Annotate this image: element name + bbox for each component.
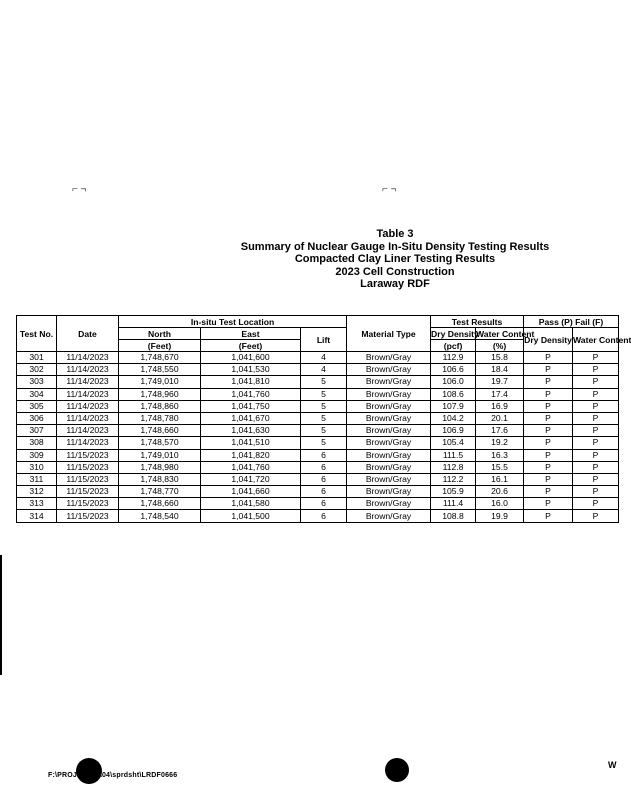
cell-east: 1,041,510: [201, 437, 301, 449]
cell-material: Brown/Gray: [347, 437, 431, 449]
cell-material: Brown/Gray: [347, 486, 431, 498]
cell-test-no: 304: [17, 388, 57, 400]
cell-lift: 6: [301, 498, 347, 510]
cell-material: Brown/Gray: [347, 449, 431, 461]
cell-north: 1,748,960: [119, 388, 201, 400]
header-pf-dry-density: Dry Density: [524, 328, 573, 352]
table-row: [17, 352, 619, 364]
binder-hole: [76, 758, 102, 784]
cell-test-no: 310: [17, 461, 57, 473]
cell-pf-dry: P: [524, 412, 573, 424]
cell-material: Brown/Gray: [347, 473, 431, 485]
cell-dry-density: 107.9: [431, 400, 476, 412]
cell-material: Brown/Gray: [347, 498, 431, 510]
cell-north: 1,749,010: [119, 449, 201, 461]
cell-lift: 6: [301, 449, 347, 461]
cell-date: 11/15/2023: [57, 510, 119, 522]
cell-dry-density: 112.2: [431, 473, 476, 485]
cell-pf-water: P: [573, 352, 619, 364]
header-dry-density: Dry Density: [431, 328, 479, 339]
cell-north: 1,748,780: [119, 412, 201, 424]
cell-water-content: 19.2: [476, 437, 524, 449]
cell-dry-density: 111.5: [431, 449, 476, 461]
cell-test-no: 305: [17, 400, 57, 412]
cell-pf-dry: P: [524, 388, 573, 400]
cell-dry-density: 105.4: [431, 437, 476, 449]
cell-lift: 5: [301, 388, 347, 400]
table-row: [17, 412, 619, 424]
cell-east: 1,041,580: [201, 498, 301, 510]
table-row: [17, 437, 619, 449]
header-lift: Lift: [301, 328, 347, 352]
cell-dry-density: 111.4: [431, 498, 476, 510]
cell-pf-dry: P: [524, 461, 573, 473]
table-row: [17, 449, 619, 461]
cell-north: 1,748,550: [119, 364, 201, 376]
table-title-block: [200, 228, 590, 291]
table-header: [17, 316, 631, 352]
cell-dry-density: 112.8: [431, 461, 476, 473]
cell-test-no: 302: [17, 364, 57, 376]
cell-material: Brown/Gray: [347, 412, 431, 424]
table-title: Summary of Nuclear Gauge In-Situ Density Testing Results: [240, 240, 550, 253]
cell-east: 1,041,760: [201, 461, 301, 473]
cell-pf-water: P: [573, 461, 619, 473]
header-location-group: In-situ Test Location: [119, 316, 347, 328]
cell-water-content: 16.0: [476, 498, 524, 510]
cell-east: 1,041,630: [201, 425, 301, 437]
table-site: Laraway RDF: [360, 278, 430, 290]
cell-pf-dry: P: [524, 364, 573, 376]
cell-pf-water: P: [573, 425, 619, 437]
cell-water-content: 18.4: [476, 364, 524, 376]
cell-test-no: 306: [17, 412, 57, 424]
cell-dry-density: 106.6: [431, 364, 476, 376]
scan-edge-line: [0, 555, 2, 675]
cell-date: 11/14/2023: [57, 425, 119, 437]
cell-east: 1,041,810: [201, 376, 301, 388]
scan-artifact-mark: ⌐ ¬: [382, 184, 397, 195]
cell-north: 1,748,670: [119, 352, 201, 364]
cell-east: 1,041,760: [201, 388, 301, 400]
cell-material: Brown/Gray: [347, 376, 431, 388]
cell-east: 1,041,670: [201, 412, 301, 424]
footer-file-path: F:\PROJ\ \0006\04\sprdsht\LRDF0666: [48, 772, 178, 779]
cell-north: 1,748,540: [119, 510, 201, 522]
cell-water-content: 16.1: [476, 473, 524, 485]
cell-water-content: 20.6: [476, 486, 524, 498]
cell-material: Brown/Gray: [347, 400, 431, 412]
cell-pf-dry: P: [524, 437, 573, 449]
cell-pf-dry: P: [524, 449, 573, 461]
cell-pf-water: P: [573, 486, 619, 498]
cell-pf-water: P: [573, 400, 619, 412]
cell-east: 1,041,660: [201, 486, 301, 498]
header-dry-density-unit: (pcf): [431, 340, 476, 352]
cell-pf-water: P: [573, 376, 619, 388]
cell-lift: 5: [301, 437, 347, 449]
table-row: [17, 498, 619, 510]
header-pass-fail-group: Pass (P) Fail (F): [524, 316, 619, 328]
table-row: [17, 388, 619, 400]
cell-north: 1,748,980: [119, 461, 201, 473]
cell-pf-water: P: [573, 498, 619, 510]
cell-water-content: 16.3: [476, 449, 524, 461]
cell-material: Brown/Gray: [347, 364, 431, 376]
header-test-no: Test No.: [17, 316, 57, 352]
cell-dry-density: 108.6: [431, 388, 476, 400]
cell-pf-water: P: [573, 437, 619, 449]
cell-water-content: 19.7: [476, 376, 524, 388]
footer-corner-mark: W: [608, 760, 617, 770]
cell-north: 1,749,010: [119, 376, 201, 388]
cell-date: 11/15/2023: [57, 461, 119, 473]
header-date: Date: [57, 316, 119, 352]
cell-pf-dry: P: [524, 352, 573, 364]
table-row: [17, 364, 619, 376]
table-row: [17, 400, 619, 412]
cell-test-no: 303: [17, 376, 57, 388]
cell-lift: 6: [301, 473, 347, 485]
header-material-type: Material Type: [347, 316, 431, 352]
scan-artifact-mark: ⌐ ¬: [72, 184, 87, 195]
cell-east: 1,041,820: [201, 449, 301, 461]
table-row: [17, 425, 619, 437]
cell-material: Brown/Gray: [347, 352, 431, 364]
table-project: 2023 Cell Construction: [335, 265, 455, 278]
cell-date: 11/14/2023: [57, 364, 119, 376]
table-row: [17, 473, 619, 485]
cell-date: 11/15/2023: [57, 486, 119, 498]
cell-dry-density: 105.9: [431, 486, 476, 498]
cell-date: 11/15/2023: [57, 498, 119, 510]
table-row: [17, 461, 619, 473]
cell-north: 1,748,830: [119, 473, 201, 485]
cell-pf-dry: P: [524, 473, 573, 485]
cell-material: Brown/Gray: [347, 510, 431, 522]
header-test-results-group: Test Results: [431, 316, 524, 328]
cell-water-content: 17.6: [476, 425, 524, 437]
header-water-content: Water Content: [476, 328, 535, 339]
cell-pf-dry: P: [524, 486, 573, 498]
cell-test-no: 313: [17, 498, 57, 510]
cell-lift: 4: [301, 352, 347, 364]
cell-east: 1,041,720: [201, 473, 301, 485]
cell-test-no: 309: [17, 449, 57, 461]
cell-pf-dry: P: [524, 376, 573, 388]
cell-dry-density: 106.0: [431, 376, 476, 388]
cell-lift: 5: [301, 412, 347, 424]
cell-water-content: 17.4: [476, 388, 524, 400]
cell-dry-density: 108.8: [431, 510, 476, 522]
cell-date: 11/14/2023: [57, 352, 119, 364]
cell-lift: 5: [301, 400, 347, 412]
cell-date: 11/15/2023: [57, 473, 119, 485]
cell-material: Brown/Gray: [347, 461, 431, 473]
header-pf-water-content: Water Content: [573, 328, 619, 352]
cell-dry-density: 104.2: [431, 412, 476, 424]
table-row: [17, 376, 619, 388]
header-water-content-unit: (%): [476, 340, 524, 352]
cell-dry-density: 106.9: [431, 425, 476, 437]
cell-lift: 6: [301, 461, 347, 473]
table-subtitle: Compacted Clay Liner Testing Results: [294, 253, 496, 265]
cell-date: 11/14/2023: [57, 437, 119, 449]
cell-water-content: 19.9: [476, 510, 524, 522]
cell-test-no: 311: [17, 473, 57, 485]
cell-east: 1,041,750: [201, 400, 301, 412]
cell-date: 11/15/2023: [57, 449, 119, 461]
cell-date: 11/14/2023: [57, 412, 119, 424]
cell-east: 1,041,600: [201, 352, 301, 364]
cell-water-content: 15.5: [476, 461, 524, 473]
density-results-table: [16, 315, 631, 523]
header-east: East: [201, 328, 301, 340]
table-number: Table 3: [376, 228, 414, 240]
cell-east: 1,041,500: [201, 510, 301, 522]
cell-test-no: 314: [17, 510, 57, 522]
cell-pf-dry: P: [524, 425, 573, 437]
cell-lift: 4: [301, 364, 347, 376]
cell-east: 1,041,530: [201, 364, 301, 376]
cell-water-content: 15.8: [476, 352, 524, 364]
cell-date: 11/14/2023: [57, 376, 119, 388]
cell-date: 11/14/2023: [57, 388, 119, 400]
cell-date: 11/14/2023: [57, 400, 119, 412]
header-east-unit: (Feet): [201, 340, 301, 352]
table-row: [17, 510, 619, 522]
cell-north: 1,748,660: [119, 498, 201, 510]
cell-north: 1,748,570: [119, 437, 201, 449]
cell-north: 1,748,660: [119, 425, 201, 437]
cell-pf-water: P: [573, 412, 619, 424]
binder-hole: [385, 758, 409, 782]
cell-north: 1,748,770: [119, 486, 201, 498]
cell-lift: 5: [301, 425, 347, 437]
cell-pf-water: P: [573, 364, 619, 376]
cell-pf-water: P: [573, 473, 619, 485]
cell-material: Brown/Gray: [347, 388, 431, 400]
cell-test-no: 307: [17, 425, 57, 437]
cell-pf-dry: P: [524, 498, 573, 510]
cell-north: 1,748,860: [119, 400, 201, 412]
cell-pf-dry: P: [524, 400, 573, 412]
cell-test-no: 312: [17, 486, 57, 498]
header-north-unit: (Feet): [119, 340, 201, 352]
cell-lift: 5: [301, 376, 347, 388]
cell-test-no: 308: [17, 437, 57, 449]
cell-pf-water: P: [573, 510, 619, 522]
cell-pf-dry: P: [524, 510, 573, 522]
cell-water-content: 20.1: [476, 412, 524, 424]
cell-dry-density: 112.9: [431, 352, 476, 364]
cell-pf-water: P: [573, 388, 619, 400]
cell-lift: 6: [301, 486, 347, 498]
table-row: [17, 486, 619, 498]
cell-lift: 6: [301, 510, 347, 522]
cell-pf-water: P: [573, 449, 619, 461]
cell-material: Brown/Gray: [347, 425, 431, 437]
table-body: [17, 352, 619, 523]
header-north: North: [119, 328, 201, 340]
cell-water-content: 16.9: [476, 400, 524, 412]
cell-test-no: 301: [17, 352, 57, 364]
